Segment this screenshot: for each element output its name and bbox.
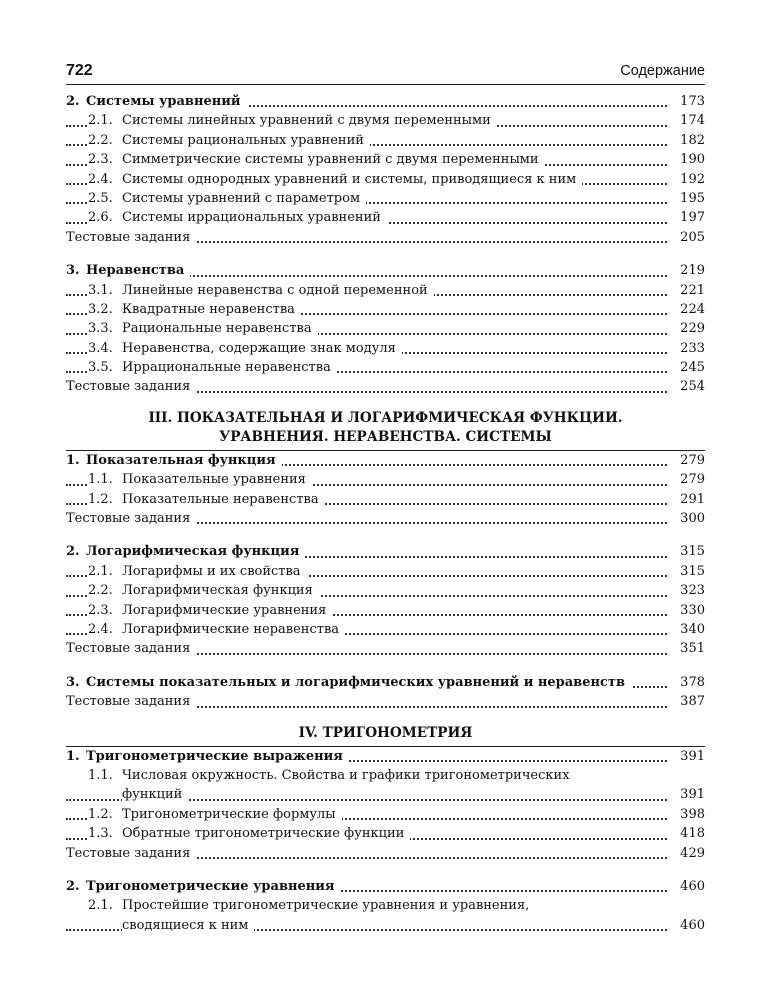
page-header <box>66 60 705 85</box>
item-number: 1.2. <box>88 491 113 507</box>
page-ref: 291 <box>674 490 705 509</box>
item-title: Системы иррациональных уравнений <box>122 210 381 226</box>
item-number: 2.1. <box>88 898 113 914</box>
toc-item <box>66 111 705 130</box>
page-ref: 173 <box>674 92 705 111</box>
toc-item <box>66 131 705 150</box>
item-number: 3.3. <box>88 321 113 337</box>
toc-section <box>66 92 705 111</box>
section-title: Тригонометрические выражения <box>86 748 343 764</box>
part-heading <box>66 724 705 743</box>
page-ref: 398 <box>674 805 705 824</box>
page-ref: 224 <box>674 300 705 319</box>
tests-title: Тестовые задания <box>66 379 196 394</box>
page-ref: 300 <box>674 509 705 528</box>
toc-section <box>66 747 705 766</box>
toc-item <box>66 339 705 358</box>
section-title: Показательная функция <box>86 452 276 468</box>
section-title: Системы уравнений <box>86 94 241 109</box>
toc-section <box>66 542 705 561</box>
item-number: 2.3. <box>88 152 113 168</box>
page-ref: 460 <box>674 916 705 935</box>
toc-body <box>66 92 705 935</box>
section-number: 2. <box>66 544 80 560</box>
toc-section <box>66 451 705 470</box>
toc-tests <box>66 228 705 247</box>
page-ref: 429 <box>674 844 705 863</box>
page-ref: 387 <box>674 692 705 711</box>
item-number: 1.3. <box>88 826 113 842</box>
toc-item <box>66 470 705 489</box>
toc-tests <box>66 639 705 658</box>
item-number: 2.6. <box>88 210 113 226</box>
part-title-line-1: III. ПОКАЗАТЕЛЬНАЯ И ЛОГАРИФМИЧЕСКАЯ ФУНКЦИИ. <box>148 409 623 426</box>
toc-item <box>66 300 705 319</box>
toc-tests <box>66 377 705 396</box>
item-title: Логарифмические неравенства <box>122 621 340 637</box>
part-title: IV. ТРИГОНОМЕТРИЯ <box>298 724 473 741</box>
item-title: Рациональные неравенства <box>122 321 312 337</box>
item-number: 1.1. <box>88 472 113 488</box>
item-number: 3.4. <box>88 340 113 356</box>
item-title: Логарифмы и их свойства <box>122 563 301 579</box>
item-title: Показательные уравнения <box>122 472 306 488</box>
page-ref: 340 <box>674 620 705 639</box>
tests-title: Тестовые задания <box>66 694 196 709</box>
item-title: Системы однородных уравнений и системы, приводящиеся к ним <box>122 171 577 187</box>
section-number: 3. <box>66 674 80 690</box>
toc-item <box>66 824 705 843</box>
item-number: 2.5. <box>88 190 113 206</box>
page-ref: 192 <box>674 170 705 189</box>
toc-item <box>66 490 705 509</box>
page-ref: 254 <box>674 377 705 396</box>
section-title: Тригонометрические уравнения <box>86 878 335 894</box>
item-title: Логарифмические уравнения <box>122 602 327 618</box>
item-title: Квадратные неравенства <box>122 301 295 317</box>
item-number: 2.4. <box>88 621 113 637</box>
item-title: Показательные неравенства <box>122 491 319 507</box>
item-number: 2.3. <box>88 602 113 618</box>
toc-section <box>66 673 705 692</box>
item-number: 2.2. <box>88 583 113 599</box>
item-title: Системы рациональных уравнений <box>122 132 364 148</box>
page-ref: 279 <box>674 451 705 470</box>
toc-item <box>66 358 705 377</box>
tests-title: Тестовые задания <box>66 511 196 526</box>
toc-item <box>66 581 705 600</box>
page-ref: 315 <box>674 542 705 561</box>
toc-item <box>66 319 705 338</box>
page-ref: 391 <box>674 785 705 804</box>
page-ref: 323 <box>674 581 705 600</box>
toc-tests <box>66 509 705 528</box>
toc-item <box>66 281 705 300</box>
item-number: 2.2. <box>88 132 113 148</box>
item-title: сводящиеся к ним <box>122 918 254 933</box>
item-number: 3.2. <box>88 301 113 317</box>
item-title: Симметрические системы уравнений с двумя переменными <box>122 152 539 168</box>
toc-section <box>66 261 705 280</box>
item-number: 2.4. <box>88 171 113 187</box>
page-ref: 190 <box>674 150 705 169</box>
page-number: 722 <box>66 62 93 79</box>
page-ref: 460 <box>674 877 705 896</box>
running-title: Содержание <box>620 63 705 79</box>
tests-title: Тестовые задания <box>66 846 196 861</box>
item-number: 1.2. <box>88 806 113 822</box>
toc-item <box>66 150 705 169</box>
section-number: 1. <box>66 748 80 764</box>
item-title: функций <box>122 787 188 802</box>
part-heading <box>66 409 705 447</box>
item-title: Неравенства, содержащие знак модуля <box>122 340 396 356</box>
page-ref: 219 <box>674 261 705 280</box>
toc-item <box>66 766 705 785</box>
page-ref: 315 <box>674 562 705 581</box>
toc-tests <box>66 692 705 711</box>
toc-item <box>66 601 705 620</box>
section-number: 2. <box>66 94 80 109</box>
page-ref: 229 <box>674 319 705 338</box>
page-ref: 279 <box>674 470 705 489</box>
page-ref: 233 <box>674 339 705 358</box>
toc-item <box>66 896 705 915</box>
toc-section <box>66 877 705 896</box>
item-title: Обратные тригонометрические функции <box>122 826 405 842</box>
page-ref: 205 <box>674 228 705 247</box>
page-ref: 378 <box>674 673 705 692</box>
toc-item-continuation <box>66 785 705 804</box>
section-number: 2. <box>66 878 80 894</box>
page-ref: 174 <box>674 111 705 130</box>
page-ref: 351 <box>674 639 705 658</box>
item-title: Иррациональные неравенства <box>122 360 331 376</box>
page-ref: 197 <box>674 208 705 227</box>
section-title: Логарифмическая функция <box>86 544 300 560</box>
item-title: Системы линейных уравнений с двумя переменными <box>122 113 491 129</box>
item-title: Простейшие тригонометрические уравнения и уравнения, <box>122 898 530 914</box>
page-ref: 245 <box>674 358 705 377</box>
item-title: Системы уравнений с параметром <box>122 190 361 206</box>
section-title: Неравенства <box>86 263 185 279</box>
item-number: 3.5. <box>88 360 113 376</box>
page-ref: 182 <box>674 131 705 150</box>
item-number: 2.1. <box>88 563 113 579</box>
tests-title: Тестовые задания <box>66 641 196 656</box>
toc-item <box>66 805 705 824</box>
item-title: Логарифмическая функция <box>122 583 313 599</box>
toc-tests <box>66 844 705 863</box>
page-ref: 391 <box>674 747 705 766</box>
toc-item <box>66 170 705 189</box>
toc-item-continuation <box>66 916 705 935</box>
item-title: Числовая окружность. Свойства и графики тригонометрических <box>122 767 570 783</box>
toc-item <box>66 189 705 208</box>
page-ref: 221 <box>674 281 705 300</box>
item-number: 2.1. <box>88 113 113 129</box>
part-title-line-2: УРАВНЕНИЯ. НЕРАВЕНСТВА. СИСТЕМЫ <box>219 428 552 445</box>
item-number: 3.1. <box>88 282 113 298</box>
section-title: Системы показательных и логарифмических уравнений и неравенств <box>86 674 625 690</box>
item-title: Тригонометрические формулы <box>122 806 336 822</box>
tests-title: Тестовые задания <box>66 230 196 245</box>
page-ref: 418 <box>674 824 705 843</box>
item-number: 1.1. <box>88 767 113 783</box>
toc-item <box>66 620 705 639</box>
section-number: 3. <box>66 263 80 279</box>
toc-item <box>66 562 705 581</box>
item-title: Линейные неравенства с одной переменной <box>122 282 428 298</box>
toc-item <box>66 208 705 227</box>
page-ref: 195 <box>674 189 705 208</box>
page-ref: 330 <box>674 601 705 620</box>
section-number: 1. <box>66 452 80 468</box>
